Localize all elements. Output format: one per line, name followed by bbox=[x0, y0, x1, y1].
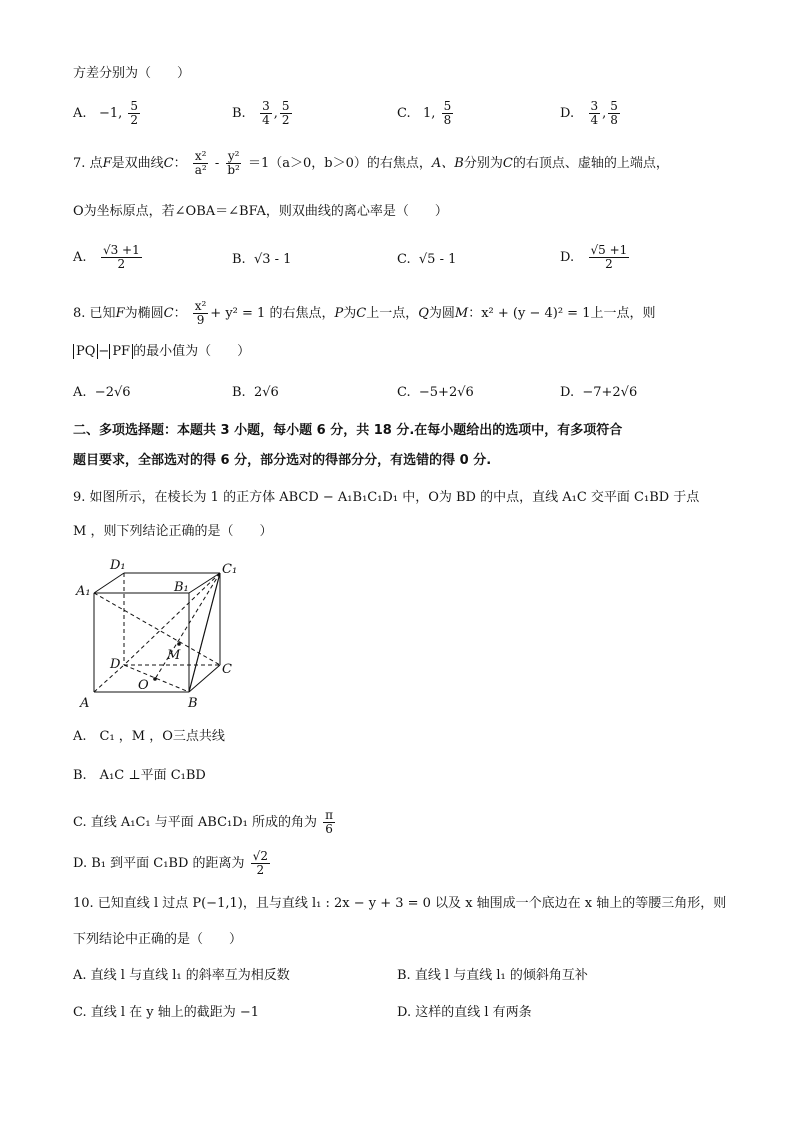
question-9-line1: 9. 如图所示，在棱长为 1 的正方体 ABCD − A₁B₁C₁D₁ 中，O为 BD 的中点，直线 A₁C 交平面 C₁BD 于点 bbox=[73, 490, 700, 505]
question-6-tail: 方差分别为（ ） bbox=[73, 66, 191, 81]
fraction: $\frac{5}{2}$ bbox=[130, 99, 139, 127]
fraction: $\frac{5}{2}$ bbox=[281, 99, 290, 127]
point-o bbox=[153, 677, 157, 681]
q10-option-a: A. 直线 l 与直线 l₁ 的斜率互为相反数 bbox=[73, 968, 290, 983]
fraction: $\frac{√3 +1}{2}$ bbox=[102, 243, 140, 271]
fraction: $\frac{5}{8}$ bbox=[443, 99, 452, 127]
option-value: 1, bbox=[423, 106, 436, 121]
q10-option-b: B. 直线 l 与直线 l₁ 的倾斜角互补 bbox=[397, 968, 588, 983]
section-2-heading-line2: 题目要求，全部选对的得 6 分，部分选对的得部分分，有选错的得 0 分. bbox=[73, 453, 492, 468]
q6-option-c bbox=[397, 100, 455, 127]
q6-option-a bbox=[73, 100, 142, 127]
fraction: $\frac{\text{x²}}{\text{a²}}$ bbox=[194, 149, 207, 177]
label-d1: D₁ bbox=[110, 558, 126, 573]
fraction: $\frac{3}{4}$ bbox=[590, 99, 599, 127]
fraction: $\frac{√2}{2}$ bbox=[252, 849, 268, 877]
fraction: $\frac{\text{x²}}{9}$ bbox=[194, 299, 207, 327]
q8-option-d: D. −7+2√6 bbox=[560, 385, 638, 400]
q9-option-c: C. 直线 A₁C₁ 与平面 ABC₁D₁ 所成的角为 $\frac{\pi}{6}$ bbox=[73, 808, 334, 836]
option-label: A. bbox=[73, 106, 87, 121]
fraction: $\frac{\text{y²}}{\text{b²}}$ bbox=[227, 149, 240, 177]
q7-option-a: A. $\frac{√3 +1}{2}$ bbox=[73, 243, 140, 271]
q6-option-d: D. $\frac{3}{4}$ , $\frac{5}{8}$ bbox=[560, 99, 618, 127]
q9-option-b: B. A₁C ⊥平面 C₁BD bbox=[73, 768, 206, 783]
label-d: D bbox=[110, 657, 121, 672]
fraction: $\frac{3}{4}$ bbox=[262, 99, 270, 127]
label-a: A bbox=[80, 696, 90, 711]
q10-option-c: C. 直线 l 在 y 轴上的截距为 −1 bbox=[73, 1005, 260, 1020]
label-c: C bbox=[222, 662, 232, 677]
q10-option-d: D. 这样的直线 l 有两条 bbox=[397, 1005, 532, 1020]
q9-option-d: D. B₁ 到平面 C₁BD 的距离为 $\frac{√2}{2}$ bbox=[73, 849, 268, 877]
option-label: D. bbox=[560, 106, 575, 121]
question-10-line2: 下列结论中正确的是（ ） bbox=[73, 932, 243, 947]
cube-figure bbox=[72, 555, 247, 715]
label-o: O bbox=[138, 678, 149, 693]
fraction: $\frac{√5 +1}{2}$ bbox=[590, 243, 628, 271]
label-c1: C₁ bbox=[222, 562, 238, 577]
point-m bbox=[177, 642, 181, 646]
q6-option-b: B. $\frac{3}{4}$ , $\frac{5}{2}$ bbox=[232, 99, 290, 127]
question-8-line1: 8. 已知F为椭圆C： $\frac{\text{x²}}{9}$ + y² = 1 的右焦点，P为C上一点，Q为圆M：x² + (y − 4)² = 1上一点，则 bbox=[73, 299, 656, 327]
q9-option-a: A. C₁ ，M ，O三点共线 bbox=[73, 729, 225, 744]
question-8-line2: PQ − PF 的最小值为（ ） bbox=[73, 342, 250, 362]
question-7-line1: 7. 点F是双曲线C： $\frac{\text{x²}}{\text{a²}}$ - $\frac{\text{y²}}{\text{b²}}$ ＝1（a＞0，b＞0）的右焦点，A、B分别为C的右顶点、虚轴的上端点， bbox=[73, 149, 669, 177]
label-b1: B₁ bbox=[174, 580, 189, 595]
label-b: B bbox=[188, 696, 198, 711]
diagonal-c1-b bbox=[189, 573, 220, 692]
label-m: M bbox=[167, 648, 181, 663]
option-value: −1, bbox=[98, 106, 123, 121]
edge-b-c bbox=[189, 665, 220, 692]
question-9-line2: M ，则下列结论正确的是（ ） bbox=[73, 524, 273, 539]
section-2-heading-line1: 二、多项选择题：本题共 3 小题，每小题 6 分，共 18 分.在每小题给出的选项中，有多项符合 bbox=[73, 423, 623, 438]
q7-option-d: D. $\frac{√5 +1}{2}$ bbox=[560, 243, 628, 271]
q8-option-b: B. 2√6 bbox=[232, 385, 279, 400]
label-a1: A₁ bbox=[76, 584, 91, 599]
edge-a1-d1 bbox=[94, 573, 124, 593]
q8-option-a: A. −2√6 bbox=[73, 385, 131, 400]
fraction: $\frac{5}{8}$ bbox=[610, 99, 618, 127]
q7-option-c: C. √5 - 1 bbox=[397, 252, 457, 267]
option-label: C. bbox=[397, 106, 411, 121]
option-label: B. bbox=[232, 106, 246, 121]
fraction: $\frac{\pi}{6}$ bbox=[325, 808, 334, 836]
q7-option-b: B. √3 - 1 bbox=[232, 252, 292, 267]
q8-option-c: C. −5+2√6 bbox=[397, 385, 474, 400]
question-7-line2: O为坐标原点，若∠OBA＝∠BFA，则双曲线的离心率是（ ） bbox=[73, 204, 448, 219]
question-10-line1: 10. 已知直线 l 过点 P(−1,1)，且与直线 l₁ : 2x − y + 3 = 0 以及 x 轴围成一个底边在 x 轴上的等腰三角形，则 bbox=[73, 896, 727, 911]
